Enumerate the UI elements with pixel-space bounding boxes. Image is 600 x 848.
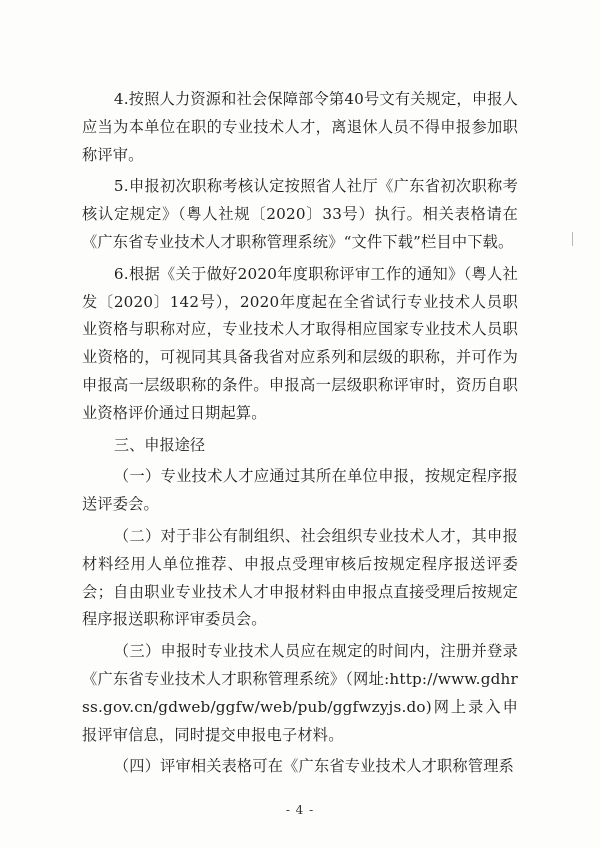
section-heading: 三、申报途径 [113, 435, 206, 454]
page-number: - 4 - [285, 803, 315, 817]
paragraph-item-4: 4.按照人力资源和社会保障部令第40号文有关规定，申报人应当为本单位在职的专业技术人才，离退休人员不得申报参加职称评审。 [82, 90, 518, 164]
section-paragraph-4: （四）评审相关表格可在《广东省专业技术人才职称管理系 [113, 757, 514, 776]
document-body [82, 86, 518, 785]
section-paragraph-2: （二）对于非公有制组织、社会组织专业技术人才，其申报材料经用人单位推荐、申报点受理审核后按规定程序报送评委会；自由职业专业技术人才申报材料由申报点直接受理后按规定程序报送职称评审委员会。 [82, 526, 518, 629]
scan-mark [572, 232, 573, 246]
paragraph-item-5: 5.申报初次职称考核认定按照省人社厅《广东省初次职称考核认定规定》（粤人社规〔2020〕33号）执行。相关表格请在《广东省专业技术人才职称管理系统》“文件下载”栏目中下载。 [82, 177, 518, 251]
paragraph-item-6: 6.根据《关于做好2020年度职称评审工作的通知》（粤人社发〔2020〕142号），2020年度起在全省试行专业技术人员职业资格与职称对应，专业技术人才取得相应国家专业技术人员职业资格的，可视同其具备我省对应系列和层级的职称，并可作为申报高一层级职称的条件。申报高一层级职称评审时，资历自职业资格评价通过日期起算。 [82, 264, 518, 422]
section-paragraph-1: （一）专业技术人才应通过其所在单位申报，按规定程序报送评委会。 [82, 467, 518, 514]
section-paragraph-3: （三）申报时专业技术人员应在规定的时间内，注册并登录《广东省专业技术人才职称管理系统》（网址:http://www.gdhrss.gov.cn/gdweb/ggfw/web/pub/ggfwzyjs.do)网上录入申报评审信息，同时提交申报电子材料。 [82, 642, 518, 744]
